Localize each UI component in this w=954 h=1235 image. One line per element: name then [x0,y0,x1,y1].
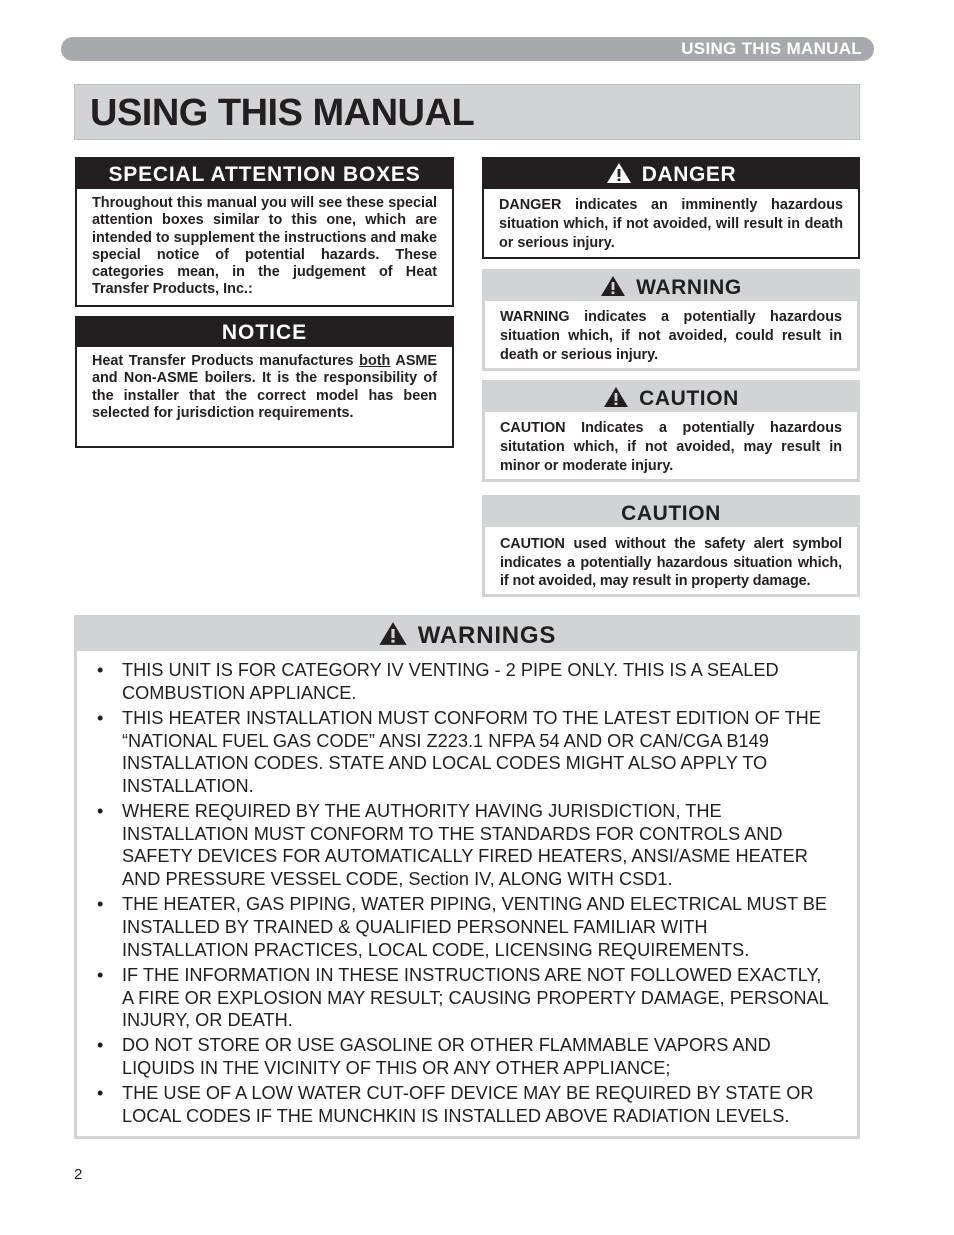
notice-heading: NOTICE [77,318,452,347]
list-item: • IF THE INFORMATION IN THESE INSTRUCTIONS ARE NOT FOLLOWED EXACTLY, A FIRE OR EXPLOSION MAY RESULT; CAUSING PROPERTY DAMAGE, PERSONAL INJURY, OR DEATH. [97,964,835,1032]
caution-alert-heading [485,383,857,412]
warning-heading-label: WARNING [636,276,742,299]
warning-heading [485,272,857,301]
notice-box [75,316,454,448]
running-header: USING THIS MANUAL [61,37,874,61]
danger-heading-label: DANGER [641,163,737,186]
list-item: • WHERE REQUIRED BY THE AUTHORITY HAVING JURISDICTION, THE INSTALLATION MUST CONFORM TO THE STANDARDS FOR CONTROLS AND SAFETY DEVICES FOR AUTOMATICALLY FIRED HEATERS, ANSI/ASME HEATER AND PRESSURE VESSEL CODE, Section IV, ALONG WITH CSD1. [97,800,835,890]
warning-triangle-icon [603,386,629,408]
page-title-bar [74,84,860,140]
warning-triangle-icon [378,621,408,646]
caution-plain-text: CAUTION used without the safety alert symbol indicates a potentially hazardous situation which, if not avoided, may result in property damage. [500,536,842,589]
caution-alert-box [482,380,860,482]
danger-box [482,157,860,259]
notice-text-part: Heat Transfer Products manufactures [92,353,360,369]
caution-alert-text: CAUTION Indicates a potentially hazardous situtation which, if not avoided, may result in minor or moderate injury. [500,420,842,474]
notice-text-part: ASME and Non-ASME boilers. It is the responsibility of the installer that the correct model has been selected for jurisdiction requirements. [92,353,437,421]
page-number: 2 [74,1166,83,1183]
warnings-heading-label: WARNINGS [417,622,557,649]
notice-text [77,347,452,422]
special-attention-box [75,157,454,307]
caution-plain-box [482,495,860,597]
danger-heading [484,159,858,189]
list-item: • THE HEATER, GAS PIPING, WATER PIPING, VENTING AND ELECTRICAL MUST BE INSTALLED BY TRAINED & QUALIFIED PERSONNEL FAMILIAR WITH INSTALLATION PRACTICES, LOCAL CODE, LICENSING REQUIREMENTS. [97,893,835,961]
warning-triangle-icon [600,275,626,297]
warning-triangle-icon [606,162,632,184]
warning-box [482,269,860,371]
notice-text-underlined: both [359,353,391,369]
caution-alert-heading-label: CAUTION [639,387,739,410]
page-title: USING THIS MANUAL [90,92,475,134]
caution-plain-heading: CAUTION [485,498,857,527]
list-item: • DO NOT STORE OR USE GASOLINE OR OTHER FLAMMABLE VAPORS AND LIQUIDS IN THE VICINITY OF THIS OR ANY OTHER APPLIANCE; [97,1034,835,1079]
list-item: • THIS UNIT IS FOR CATEGORY IV VENTING - 2 PIPE ONLY. THIS IS A SEALED COMBUSTION APPLIANCE. [97,659,835,704]
special-attention-text: Throughout this manual you will see these special attention boxes similar to this one, which are intended to supplement the instructions and make special notice of potential hazards. These categories mean, in the judgement of Heat Transfer Products, Inc.: [92,195,437,298]
list-item: • THE USE OF A LOW WATER CUT-OFF DEVICE MAY BE REQUIRED BY STATE OR LOCAL CODES IF THE MUNCHKIN IS INSTALLED ABOVE RADIATION LEVELS. [97,1082,835,1127]
warning-text: WARNING indicates a potentially hazardous situation which, if not avoided, could result in death or serious injury. [500,309,842,363]
warnings-heading [77,618,857,651]
danger-text: DANGER indicates an imminently hazardous situation which, if not avoided, will result in death or serious injury. [499,197,843,251]
special-attention-heading: SPECIAL ATTENTION BOXES [77,159,452,189]
list-item: • THIS HEATER INSTALLATION MUST CONFORM TO THE LATEST EDITION OF THE “NATIONAL FUEL GAS CODE” ANSI Z223.1 NFPA 54 AND OR CAN/CGA B149 INSTALLATION CODES. STATE AND LOCAL CODES MIGHT ALSO APPLY TO INSTALLATION. [97,707,835,797]
warnings-list [77,651,857,1128]
warnings-box [74,615,860,1139]
